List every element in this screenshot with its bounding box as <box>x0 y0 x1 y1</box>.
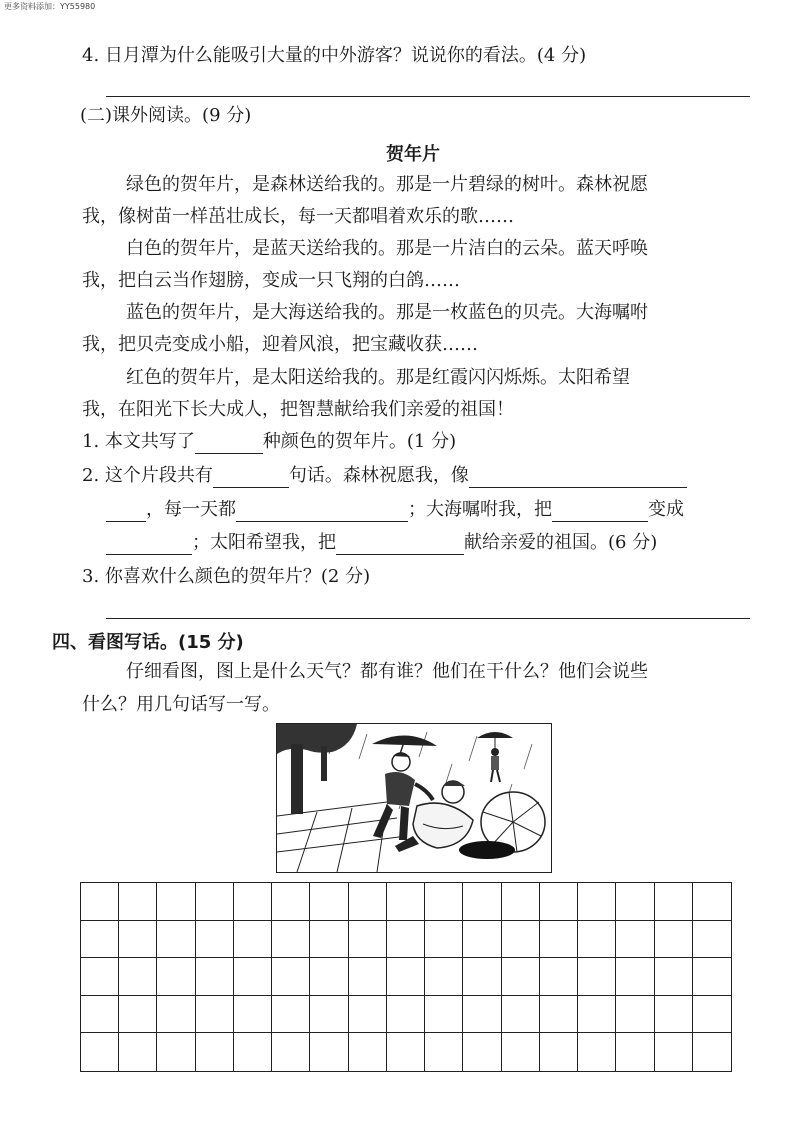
grid-cell[interactable] <box>616 958 654 996</box>
grid-cell[interactable] <box>81 958 119 996</box>
grid-cell[interactable] <box>540 996 578 1034</box>
grid-cell[interactable] <box>196 921 234 959</box>
grid-cell[interactable] <box>81 1033 119 1071</box>
writing-grid[interactable] <box>80 882 732 1072</box>
grid-cell[interactable] <box>119 883 157 921</box>
passage-line: 我，在阳光下长大成人，把智慧献给我们亲爱的祖国！ <box>82 399 514 420</box>
grid-cell[interactable] <box>157 1033 195 1071</box>
grid-cell[interactable] <box>119 958 157 996</box>
question-2-text: ，每一天都 <box>146 499 236 520</box>
question-2-text: 2. 这个片段共有 <box>82 465 213 486</box>
writing-prompt: 仔细看图，图上是什么天气？都有谁？他们在干什么？他们会说些 <box>126 661 648 682</box>
answer-blank[interactable] <box>469 469 687 488</box>
grid-cell[interactable] <box>81 921 119 959</box>
answer-blank[interactable] <box>106 503 146 522</box>
grid-cell[interactable] <box>387 883 425 921</box>
grid-cell[interactable] <box>578 883 616 921</box>
grid-cell[interactable] <box>119 1033 157 1071</box>
grid-cell[interactable] <box>616 996 654 1034</box>
grid-cell[interactable] <box>157 996 195 1034</box>
grid-cell[interactable] <box>425 921 463 959</box>
question-2-text: ；大海嘱咐我，把 <box>408 499 552 520</box>
answer-blank[interactable] <box>236 503 408 522</box>
question-2-line-1 <box>82 464 687 488</box>
question-1-prefix: 1. 本文共写了 <box>82 431 195 452</box>
grid-cell[interactable] <box>540 921 578 959</box>
grid-cell[interactable] <box>310 1033 348 1071</box>
grid-cell[interactable] <box>349 1033 387 1071</box>
question-1-suffix: 种颜色的贺年片。(1 分) <box>262 431 457 452</box>
grid-cell[interactable] <box>540 958 578 996</box>
answer-blank[interactable] <box>213 469 289 488</box>
grid-cell[interactable] <box>540 1033 578 1071</box>
grid-cell[interactable] <box>196 996 234 1034</box>
grid-cell[interactable] <box>578 1033 616 1071</box>
grid-cell[interactable] <box>234 958 272 996</box>
grid-cell[interactable] <box>616 1033 654 1071</box>
grid-cell[interactable] <box>616 883 654 921</box>
grid-cell[interactable] <box>655 1033 693 1071</box>
grid-cell[interactable] <box>463 883 501 921</box>
rainy-day-illustration <box>276 723 552 873</box>
grid-cell[interactable] <box>157 921 195 959</box>
grid-cell[interactable] <box>349 996 387 1034</box>
grid-cell[interactable] <box>196 958 234 996</box>
passage-line: 蓝色的贺年片，是大海送给我的。那是一枚蓝色的贝壳。大海嘱咐 <box>126 302 648 323</box>
grid-cell[interactable] <box>196 1033 234 1071</box>
passage-line: 绿色的贺年片，是森林送给我的。那是一片碧绿的树叶。森林祝愿 <box>126 174 648 195</box>
grid-cell[interactable] <box>463 958 501 996</box>
grid-cell[interactable] <box>463 1033 501 1071</box>
question-2-text: 献给亲爱的祖国。(6 分) <box>464 532 658 553</box>
question-2-line-3 <box>106 531 657 555</box>
writing-section-header: 四、看图写话。(15 分) <box>52 632 244 653</box>
grid-cell[interactable] <box>425 883 463 921</box>
illustration-svg <box>277 724 551 872</box>
grid-cell[interactable] <box>234 921 272 959</box>
grid-cell[interactable] <box>272 996 310 1034</box>
question-3: 3. 你喜欢什么颜色的贺年片？(2 分) <box>82 566 371 587</box>
grid-cell[interactable] <box>387 1033 425 1071</box>
grid-cell[interactable] <box>349 883 387 921</box>
grid-cell[interactable] <box>272 883 310 921</box>
grid-cell[interactable] <box>272 1033 310 1071</box>
grid-cell[interactable] <box>655 958 693 996</box>
grid-cell[interactable] <box>655 921 693 959</box>
question-2-text: 变成 <box>648 499 684 520</box>
grid-cell[interactable] <box>425 1033 463 1071</box>
grid-cell[interactable] <box>310 958 348 996</box>
question-4: 4. 日月潭为什么能吸引大量的中外游客？说说你的看法。(4 分) <box>82 45 587 66</box>
grid-cell[interactable] <box>502 883 540 921</box>
answer-blank[interactable] <box>106 536 192 555</box>
grid-cell[interactable] <box>502 996 540 1034</box>
grid-cell[interactable] <box>119 921 157 959</box>
grid-cell[interactable] <box>578 958 616 996</box>
grid-cell[interactable] <box>349 921 387 959</box>
answer-blank[interactable] <box>336 536 464 555</box>
grid-cell[interactable] <box>540 883 578 921</box>
grid-cell[interactable] <box>502 958 540 996</box>
question-1 <box>82 430 456 454</box>
grid-cell[interactable] <box>463 921 501 959</box>
grid-cell[interactable] <box>693 958 731 996</box>
grid-cell[interactable] <box>81 996 119 1034</box>
grid-cell[interactable] <box>693 921 731 959</box>
reading-section-header: (二)课外阅读。(9 分) <box>80 105 252 126</box>
grid-cell[interactable] <box>655 883 693 921</box>
grid-cell[interactable] <box>425 996 463 1034</box>
passage-title: 贺年片 <box>386 144 440 165</box>
grid-cell[interactable] <box>234 883 272 921</box>
grid-cell[interactable] <box>119 996 157 1034</box>
passage-line: 我，像树苗一样茁壮成长，每一天都唱着欢乐的歌…… <box>82 206 514 227</box>
grid-cell[interactable] <box>310 921 348 959</box>
passage-line: 白色的贺年片，是蓝天送给我的。那是一片洁白的云朵。蓝天呼唤 <box>126 238 648 259</box>
grid-cell[interactable] <box>463 996 501 1034</box>
question-2-text: 句话。森林祝愿我，像 <box>288 465 469 486</box>
grid-cell[interactable] <box>502 921 540 959</box>
grid-cell[interactable] <box>387 958 425 996</box>
grid-cell[interactable] <box>655 996 693 1034</box>
watermark: 更多资料添加：YY55980 <box>4 2 96 11</box>
grid-cell[interactable] <box>234 996 272 1034</box>
grid-cell[interactable] <box>272 921 310 959</box>
grid-cell[interactable] <box>616 921 654 959</box>
grid-cell[interactable] <box>272 958 310 996</box>
grid-cell[interactable] <box>387 921 425 959</box>
grid-cell[interactable] <box>502 1033 540 1071</box>
grid-cell[interactable] <box>693 996 731 1034</box>
passage-line: 红色的贺年片，是太阳送给我的。那是红霞闪闪烁烁。太阳希望 <box>126 367 630 388</box>
grid-cell[interactable] <box>234 1033 272 1071</box>
grid-cell[interactable] <box>349 958 387 996</box>
passage-line: 我，把白云当作翅膀，变成一只飞翔的白鸽…… <box>82 270 460 291</box>
grid-cell[interactable] <box>81 883 119 921</box>
grid-cell[interactable] <box>578 996 616 1034</box>
answer-blank[interactable] <box>195 435 263 454</box>
answer-line-q4 <box>106 96 750 97</box>
grid-cell[interactable] <box>425 958 463 996</box>
grid-cell[interactable] <box>387 996 425 1034</box>
answer-line-q3 <box>106 618 750 619</box>
grid-cell[interactable] <box>693 1033 731 1071</box>
grid-cell[interactable] <box>196 883 234 921</box>
passage-line: 我，把贝壳变成小船，迎着风浪，把宝藏收获…… <box>82 334 478 355</box>
grid-cell[interactable] <box>578 921 616 959</box>
question-2-text: ；太阳希望我，把 <box>192 532 336 553</box>
writing-prompt: 什么？用几句话写一写。 <box>82 694 280 715</box>
answer-blank[interactable] <box>552 503 648 522</box>
question-2-line-2 <box>106 498 684 522</box>
grid-cell[interactable] <box>157 958 195 996</box>
grid-cell[interactable] <box>310 883 348 921</box>
grid-cell[interactable] <box>157 883 195 921</box>
grid-cell[interactable] <box>693 883 731 921</box>
grid-cell[interactable] <box>310 996 348 1034</box>
